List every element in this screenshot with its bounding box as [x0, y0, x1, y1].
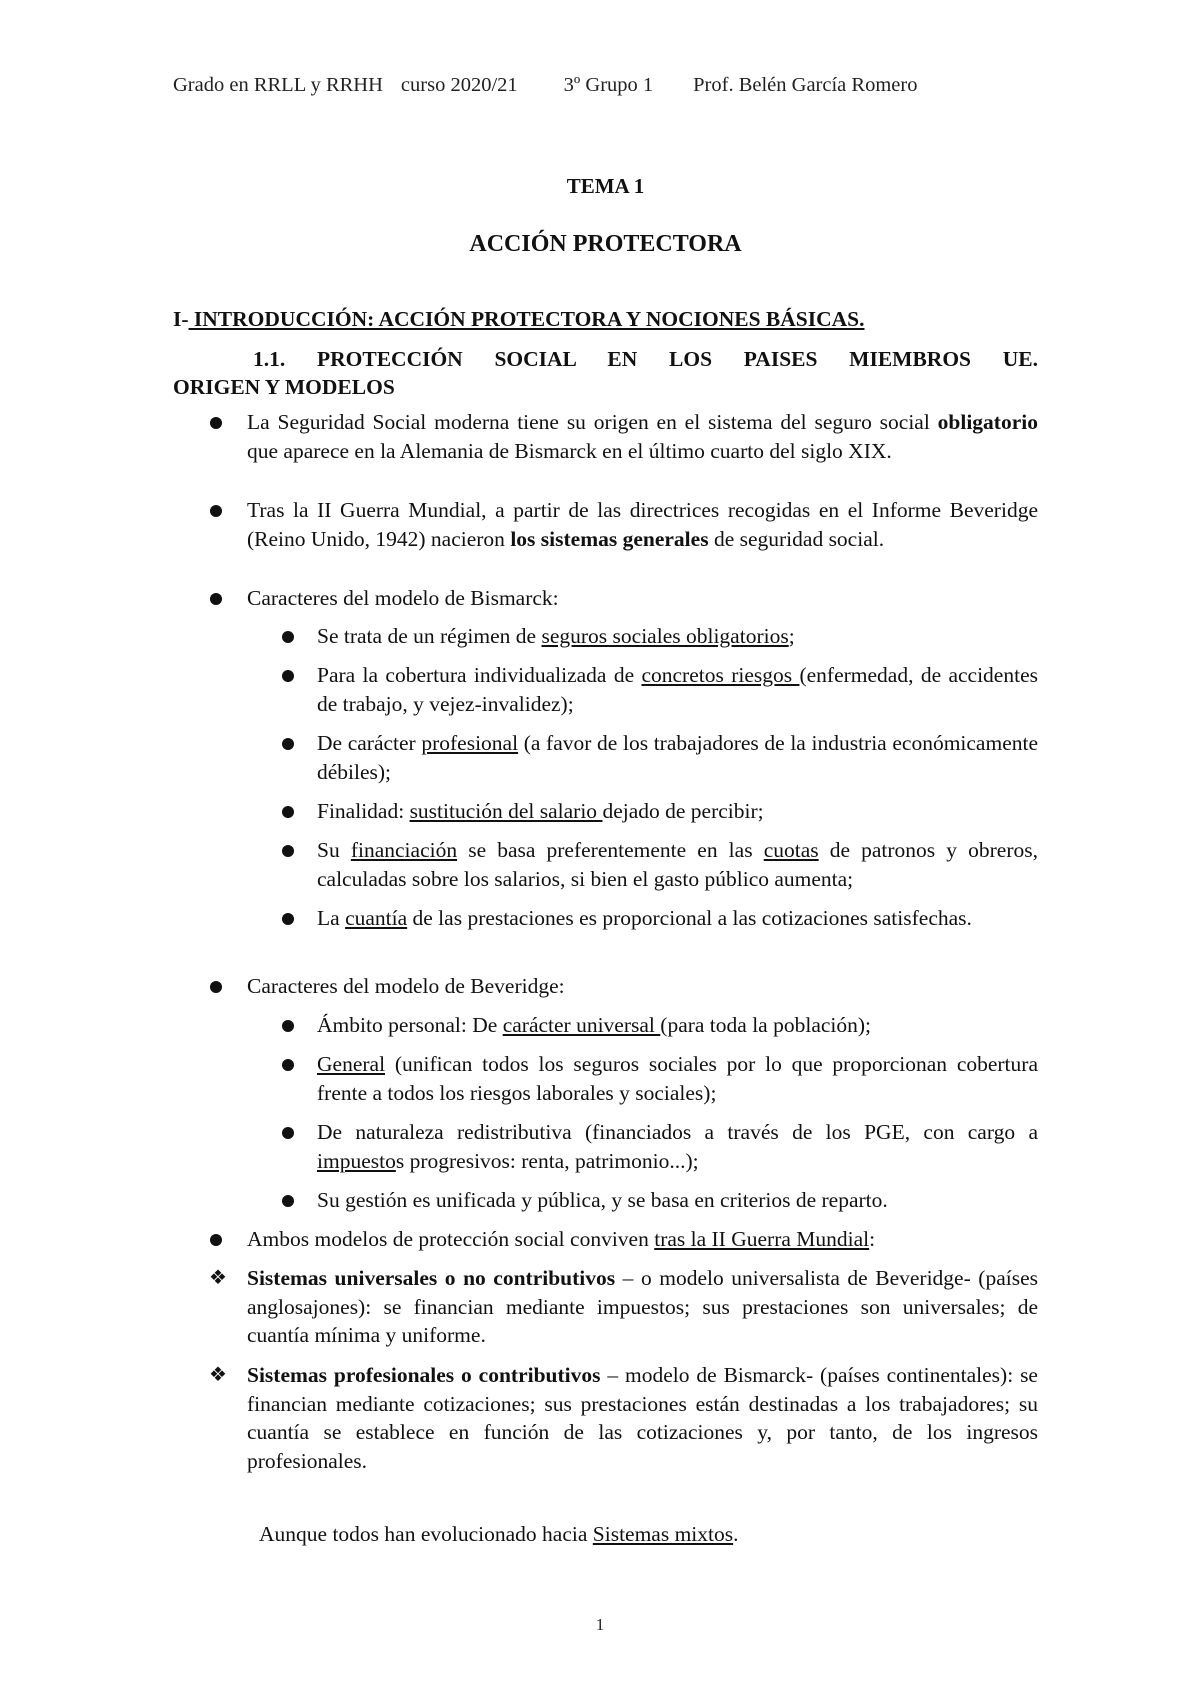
diamond-bullet-icon: ❖	[209, 1265, 227, 1289]
list-item: De naturaleza redistributiva (financiados a través de los PGE, con cargo a impuestos progresivos: renta, patrimonio...);	[317, 1118, 1038, 1175]
list-item: Para la cobertura individualizada de concretos riesgos (enfermedad, de accidentes de trabajo, y vejez-invalidez);	[317, 661, 1038, 718]
list-item: La Seguridad Social moderna tiene su origen en el sistema del seguro social obligatorio que aparece en la Alemania de Bismarck en el último cuarto del siglo XIX.	[247, 408, 1038, 465]
list-item: Su gestión es unificada y pública, y se basa en criterios de reparto.	[317, 1186, 1038, 1215]
bullet-dot-icon	[210, 593, 222, 605]
header-professor: Prof. Belén García Romero	[693, 74, 918, 96]
list-item: La cuantía de las prestaciones es proporcional a las cotizaciones satisfechas.	[317, 904, 1038, 933]
bullet-dot-icon	[282, 631, 294, 643]
section-prefix: I-	[173, 307, 189, 331]
header-degree: Grado en RRLL y RRHH	[173, 74, 383, 96]
bullet-dot-icon	[282, 738, 294, 750]
bullet-dot-icon	[210, 417, 222, 429]
section-heading	[173, 305, 1038, 334]
bullet-dot-icon	[282, 1195, 294, 1207]
list-item: ❖ Sistemas universales o no contributivos – o modelo universalista de Beveridge- (países anglosajones): se financian mediante impuestos; sus prestaciones son universales; de cuantía mínima y uniforme.	[209, 1265, 1038, 1347]
bullet-dot-icon	[282, 806, 294, 818]
header-course: curso 2020/21	[400, 74, 518, 96]
diamond-bullet-icon: ❖	[209, 1362, 227, 1386]
subsection-heading-line2: ORIGEN Y MODELOS	[173, 375, 395, 399]
page-header	[173, 74, 1038, 97]
document-title: ACCIÓN PROTECTORA	[469, 231, 742, 257]
list-item: Caracteres del modelo de Beveridge:	[247, 972, 1038, 1001]
page-number: 1	[595, 1615, 605, 1634]
list-item: Caracteres del modelo de Bismarck:	[247, 584, 1038, 613]
closing-paragraph: Aunque todos han evolucionado hacia Sistemas mixtos.	[259, 1522, 739, 1546]
bullet-dot-icon	[210, 981, 222, 993]
list-item: Ámbito personal: De carácter universal (para toda la población);	[317, 1011, 1038, 1040]
bullet-dot-icon	[282, 913, 294, 925]
bullet-dot-icon	[210, 505, 222, 517]
list-item: Ambos modelos de protección social conviven tras la II Guerra Mundial:	[247, 1225, 1038, 1254]
bullet-dot-icon	[282, 1127, 294, 1139]
bullet-dot-icon	[282, 845, 294, 857]
list-item: General (unifican todos los seguros sociales por lo que proporcionan cobertura frente a todos los riesgos laborales y sociales);	[317, 1050, 1038, 1107]
list-item: Finalidad: sustitución del salario dejado de percibir;	[317, 797, 1038, 826]
bullet-dot-icon	[282, 670, 294, 682]
header-group: 3º Grupo 1	[563, 74, 654, 96]
list-item: Tras la II Guerra Mundial, a partir de las directrices recogidas en el Informe Beveridge (Reino Unido, 1942) nacieron los sistemas generales de seguridad social.	[247, 496, 1038, 553]
topic-number: TEMA 1	[566, 174, 645, 198]
bullet-dot-icon	[210, 1234, 222, 1246]
list-item: Su financiación se basa preferentemente en las cuotas de patronos y obreros, calculadas sobre los salarios, si bien el gasto público aumenta;	[317, 836, 1038, 893]
list-item: ❖ Sistemas profesionales o contributivos – modelo de Bismarck- (países continentales): se financian mediante cotizaciones; sus prestaciones están destinadas a los trabajadores; su cuantía se establece en función de las cotizaciones y, por tanto, de los ingresos profesionales.	[209, 1362, 1038, 1473]
list-item: De carácter profesional (a favor de los trabajadores de la industria económicamente débiles);	[317, 729, 1038, 786]
bullet-dot-icon	[282, 1020, 294, 1032]
list-item: Se trata de un régimen de seguros sociales obligatorios;	[317, 622, 1038, 651]
subsection-heading-line1: 1.1. PROTECCIÓN SOCIAL EN LOS PAISES MIEMBROS UE.	[253, 347, 1038, 371]
bullet-dot-icon	[282, 1059, 294, 1071]
section-title: INTRODUCCIÓN: ACCIÓN PROTECTORA Y NOCIONES BÁSICAS.	[188, 307, 865, 331]
